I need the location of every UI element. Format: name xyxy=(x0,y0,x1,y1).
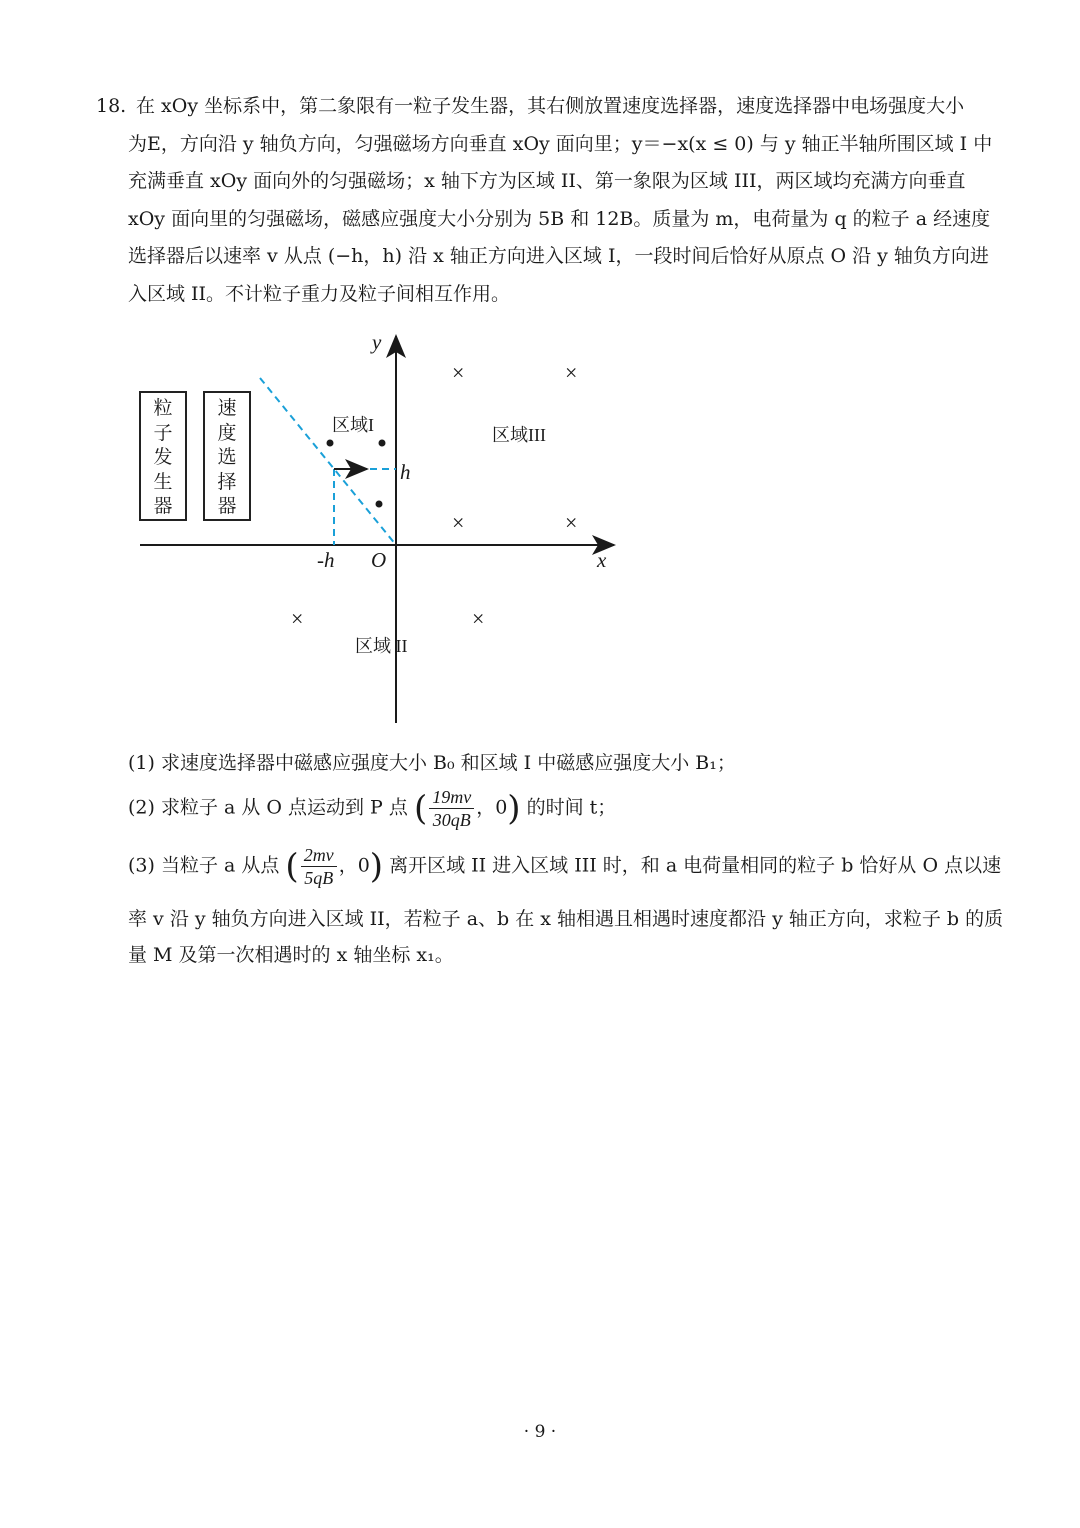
question-1: (1) 求速度选择器中磁感应强度大小 B₀ 和区域 I 中磁感应强度大小 B₁； xyxy=(128,752,736,774)
problem-line-5: 选择器后以速率 v 从点 (−h，h) 沿 x 轴正方向进入区域 I，一段时间后恰好从原点 O 沿 y 轴负方向进 xyxy=(128,245,989,267)
field-out-dot-1 xyxy=(327,440,334,447)
boundary-dashed-line xyxy=(260,378,396,545)
problem-line-6: 入区域 II。不计粒子重力及粒子间相互作用。 xyxy=(128,282,511,305)
field-in-cross-2: × xyxy=(565,360,578,385)
field-in-cross-4: × xyxy=(565,510,578,535)
problem-statement xyxy=(96,88,996,313)
question-3-line-1: (3) 当粒子 a 从点 ( $\frac{2mv}{5qB}$ ，0) 离开区域 II 进入区域 III 时，和 a 电荷量相同的粒子 b 恰好从 O 点以速 xyxy=(128,845,1002,888)
problem-line-4: xOy 面向里的匀强磁场，磁感应强度大小分别为 5B 和 12B。质量为 m，电荷量为 q 的粒子 a 经速度 xyxy=(128,207,991,230)
physics-diagram xyxy=(130,326,630,726)
particle-generator-box: 粒 子 发 生 器 xyxy=(139,391,187,521)
diagram-svg xyxy=(130,326,630,726)
neg-h-label: -h xyxy=(317,548,335,572)
problem-line-2: 为E，方向沿 y 轴负方向，匀强磁场方向垂直 xOy 面向里；y＝−x(x ≤ 0) 与 y 轴正半轴所围区域 I 中 xyxy=(128,132,993,155)
y-axis-label: y xyxy=(372,330,382,354)
fraction-19mv-30qB: $\frac{19mv}{30qB}$ xyxy=(429,786,474,831)
problem-line-3: 充满垂直 xOy 面向外的匀强磁场；x 轴下方为区域 II、第一象限为区域 III，两区域均充满方向垂直 xyxy=(128,170,966,192)
field-in-cross-5: × xyxy=(291,606,304,631)
h-label: h xyxy=(400,460,411,484)
problem-line-1: 18. 在 xOy 坐标系中，第二象限有一粒子发生器，其右侧放置速度选择器，速度选择器中电场强度大小 xyxy=(96,88,996,126)
velocity-selector-box: 速 度 选 择 器 xyxy=(203,391,251,521)
question-3-line-2: 率 v 沿 y 轴负方向进入区域 II，若粒子 a、b 在 x 轴相遇且相遇时速度都沿 y 轴正方向，求粒子 b 的质 xyxy=(128,908,1004,930)
problem-number: 18. xyxy=(96,95,127,117)
x-axis-label: x xyxy=(597,548,607,572)
region-3-label: 区域III xyxy=(492,425,546,445)
question-3-line-3: 量 M 及第一次相遇时的 x 轴坐标 x₁。 xyxy=(128,944,454,966)
field-in-cross-3: × xyxy=(452,510,465,535)
field-in-cross-1: × xyxy=(452,360,465,385)
page-number: · 9 · xyxy=(523,1422,557,1442)
field-out-dot-2 xyxy=(379,440,386,447)
origin-label: O xyxy=(371,548,387,572)
region-2-label: 区域 II xyxy=(355,636,408,656)
question-2: (2) 求粒子 a 从 O 点运动到 P 点 ( $\frac{19mv}{30qB}$ ，0) 的时间 t； xyxy=(128,787,617,830)
field-out-dot-3 xyxy=(376,501,383,508)
fraction-2mv-5qB: $\frac{2mv}{5qB}$ xyxy=(301,844,337,889)
field-in-cross-6: × xyxy=(472,606,485,631)
region-1-label: 区域I xyxy=(332,415,374,435)
